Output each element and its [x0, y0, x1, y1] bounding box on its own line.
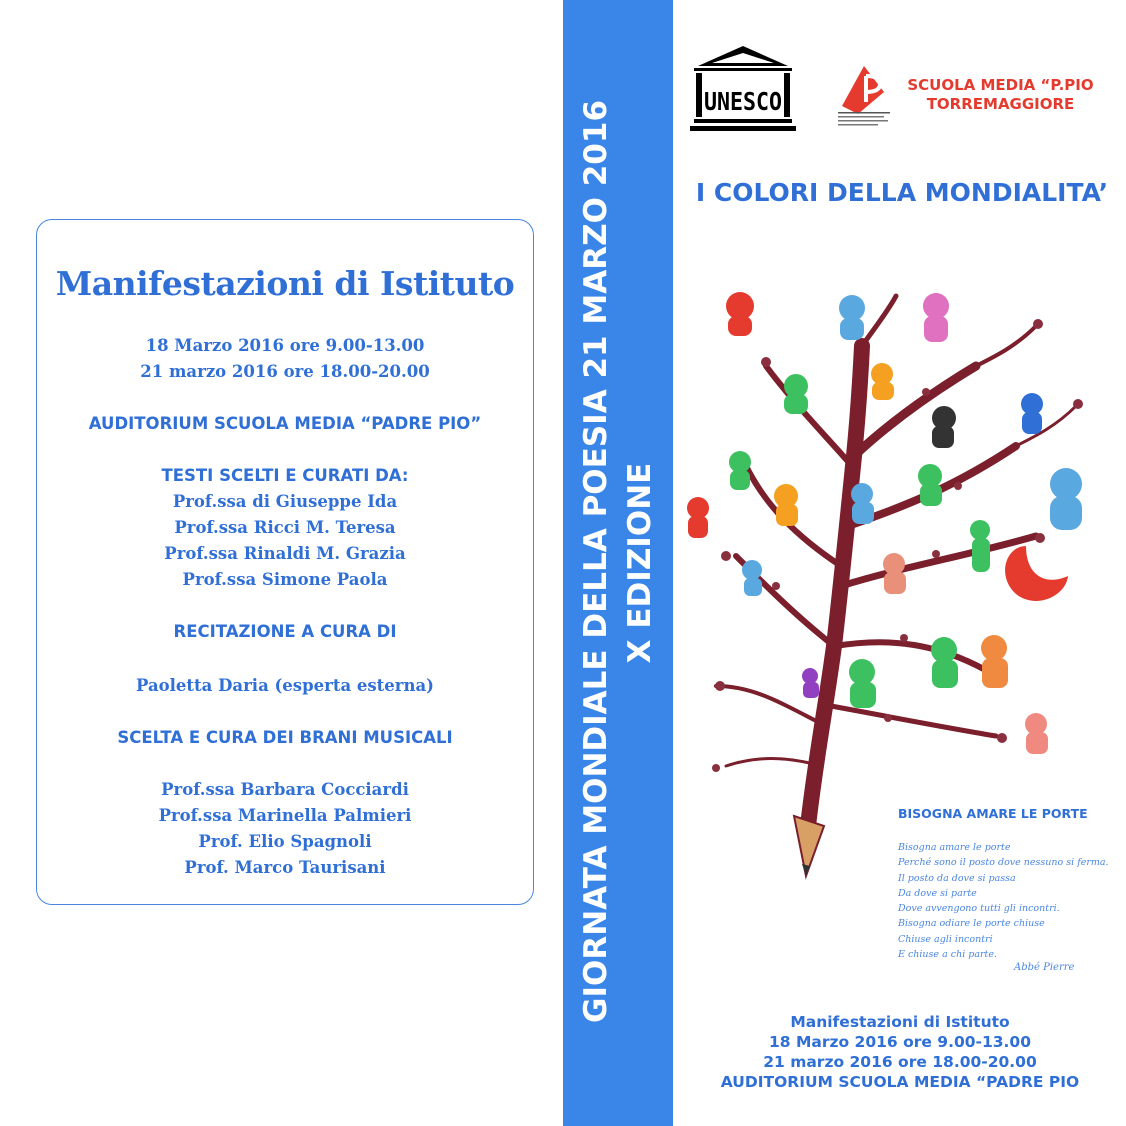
texts-heading: TESTI SCELTI E CURATI DA:: [161, 466, 409, 485]
texts-person: Prof.ssa di Giuseppe Ida: [172, 492, 398, 511]
event-date-2: 21 marzo 2016 ore 18.00-20.00: [140, 362, 430, 381]
texts-person: Prof.ssa Ricci M. Teresa: [174, 518, 396, 537]
poem-line: Dove avvengono tutti gli incontri.: [898, 903, 1060, 915]
recitation-person: Paoletta Daria (esperta esterna): [136, 676, 434, 695]
poem-line: Perché sono il posto dove nessuno si ferma.: [898, 857, 1109, 869]
poem-line: Il posto da dove si passa: [898, 872, 1016, 884]
poem-line: Bisogna odiare le porte chiuse: [898, 918, 1045, 930]
music-person: Prof.ssa Barbara Cocciardi: [161, 780, 409, 799]
music-person: Prof. Elio Spagnoli: [198, 832, 372, 851]
unesco-logo: [688, 44, 798, 138]
poem-title: BISOGNA AMARE LE PORTE: [898, 806, 1088, 821]
spine-edition: X EDIZIONE: [622, 462, 658, 664]
unesco-logo-text: UNESCO: [704, 87, 782, 116]
poem-line: E chiuse a chi parte.: [898, 949, 997, 961]
music-person: Prof.ssa Marinella Palmieri: [158, 806, 412, 825]
panel-title: Manifestazioni di Istituto: [55, 264, 515, 303]
poem-line: Chiuse agli incontri: [898, 933, 993, 945]
poem-text: [898, 840, 1109, 962]
event-venue: AUDITORIUM SCUOLA MEDIA “PADRE PIO”: [88, 414, 482, 433]
texts-person: Prof.ssa Simone Paola: [182, 570, 388, 589]
poem-line: Da dove si parte: [898, 887, 977, 899]
footer-date-2: 21 marzo 2016 ore 18.00-20.00: [763, 1053, 1037, 1071]
cover-footer: [690, 1012, 1110, 1092]
school-name: SCUOLA MEDIA “P.PIO TORREMAGGIORE: [907, 76, 1094, 113]
poem-author: Abbé Pierre: [1014, 962, 1075, 973]
footer-title: Manifestazioni di Istituto: [790, 1013, 1010, 1031]
tree-illustration: [676, 286, 1096, 886]
school-logo: [834, 62, 894, 130]
footer-date-1: 18 Marzo 2016 ore 9.00-13.00: [768, 1033, 1031, 1051]
event-date-1: 18 Marzo 2016 ore 9.00-13.00: [145, 336, 425, 355]
texts-person: Prof.ssa Rinaldi M. Grazia: [164, 544, 406, 563]
footer-venue: AUDITORIUM SCUOLA MEDIA “PADRE PIO: [720, 1073, 1080, 1091]
music-person: Prof. Marco Taurisani: [184, 858, 386, 877]
music-heading: SCELTA E CURA DEI BRANI MUSICALI: [117, 728, 453, 747]
poem-line: Bisogna amare le porte: [898, 842, 1011, 853]
recitation-heading: RECITAZIONE A CURA DI: [173, 622, 397, 641]
cover-title: I COLORI DELLA MONDIALITA’: [695, 178, 1109, 207]
spine-title: GIORNATA MONDIALE DELLA POESIA 21 MARZO 2016: [578, 99, 614, 1023]
spine-text: [563, 0, 673, 1126]
event-info-panel: [36, 219, 534, 905]
